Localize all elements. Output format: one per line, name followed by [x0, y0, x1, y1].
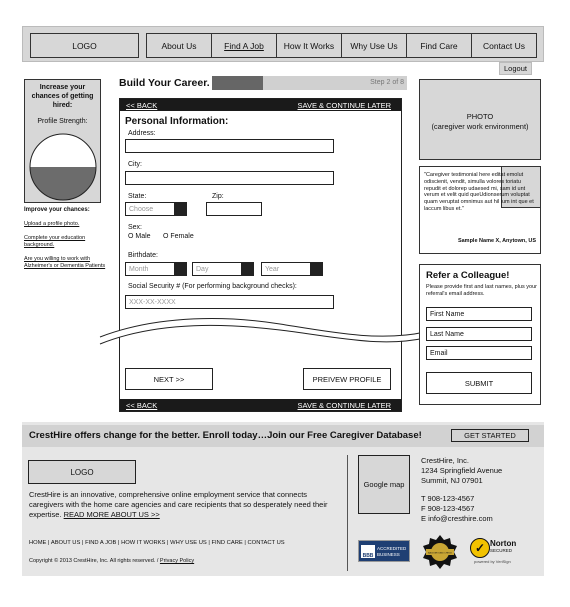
- company-name: CrestHire, Inc.: [421, 456, 469, 465]
- progress-fill: [212, 76, 263, 90]
- photo-placeholder: [419, 79, 541, 160]
- form-bottom-bar: [120, 399, 401, 411]
- testimonial-box: [419, 166, 541, 254]
- chevron-down-icon: [174, 203, 186, 215]
- footer-links: HOME | ABOUT US | FIND A JOB | HOW IT WORKS | WHY USE US | FIND CARE | CONTACT US: [29, 540, 285, 546]
- logo[interactable]: LOGO: [30, 33, 139, 58]
- page-title: Build Your Career.: [119, 77, 210, 89]
- background-check-seal-icon: [423, 535, 457, 569]
- company-fax: F 908-123-4567: [421, 504, 475, 513]
- company-address-1: 1234 Springfield Avenue: [421, 466, 503, 475]
- copyright: Copyright © 2013 CrestHire, Inc. All rights reserved. / Privacy Policy: [29, 558, 195, 564]
- norton-badge: [470, 536, 524, 568]
- nav-how-it-works[interactable]: How It Works: [276, 33, 342, 58]
- state-select[interactable]: Choose: [125, 202, 187, 216]
- profile-strength-label: Profile Strength:: [37, 118, 88, 125]
- nav-find-a-job[interactable]: Find A Job: [211, 33, 277, 58]
- refer-text: Please provide first and last names, plus your referral's email address.: [426, 284, 537, 297]
- read-more-link[interactable]: READ MORE ABOUT US >>: [63, 510, 160, 519]
- footer-link-about[interactable]: ABOUT US: [50, 540, 81, 546]
- improve-link-photo[interactable]: Upload a profile photo.: [24, 221, 80, 227]
- birth-day-select[interactable]: Day: [192, 262, 254, 276]
- company-email: E info@cresthire.com: [421, 514, 493, 523]
- refer-title: Refer a Colleague!: [426, 270, 510, 281]
- google-map[interactable]: Google map: [358, 455, 410, 514]
- address-input[interactable]: [125, 139, 334, 153]
- banner-text: CrestHire offers change for the better. Enroll today…Join our Free Caregiver Database!: [29, 430, 422, 441]
- footer-description: CrestHire is an innovative, comprehensive online employment service that connects caregivers with the home care agencies and care recipients that so desperately need their expertise. READ MORE ABOUT US >>: [29, 490, 328, 519]
- company-address-2: Summit, NJ 07901: [421, 476, 483, 485]
- footer: [22, 447, 544, 576]
- step-label: Step 2 of 8: [370, 79, 404, 86]
- footer-link-home[interactable]: HOME: [29, 540, 47, 546]
- section-title: Personal Information:: [125, 116, 229, 127]
- refer-last-name-input[interactable]: Last Name: [426, 327, 532, 341]
- next-button[interactable]: NEXT >>: [125, 368, 213, 390]
- bbb-badge: [358, 540, 410, 562]
- refer-first-name-input[interactable]: First Name: [426, 307, 532, 321]
- company-phone: T 908-123-4567: [421, 494, 475, 503]
- testimonial-name: Sample Name X, Anytown, US: [457, 238, 536, 244]
- save-link-top[interactable]: SAVE & CONTINUE LATER: [297, 101, 391, 110]
- verisign-text: powered by VeriSign: [474, 559, 511, 564]
- footer-link-contact[interactable]: CONTACT US: [247, 540, 285, 546]
- footer-link-find-care[interactable]: FIND CARE: [211, 540, 243, 546]
- refer-submit-button[interactable]: SUBMIT: [426, 372, 532, 394]
- sidebar-title: Increase your chances of getting hired:: [31, 84, 94, 109]
- form-panel: [119, 98, 402, 412]
- improve-link-alzheimers[interactable]: Are you willing to work with Alzheimer's or Dementia Patients: [24, 256, 106, 269]
- sex-label: Sex:: [128, 224, 143, 231]
- bbb-torch-icon: BBB: [361, 545, 375, 558]
- back-link-bottom[interactable]: << BACK: [126, 401, 158, 410]
- footer-link-how-it-works[interactable]: HOW IT WORKS: [121, 540, 166, 546]
- nav-about-us[interactable]: About Us: [146, 33, 212, 58]
- testimonial-text: "Caregiver testimonial here editat emolut odiscienit, vendit, simulla volores toriatu repudit et dolorep udaesed mi, sam id unt verum et velit quid queUdionserum voluptat quam veruptat omnimus aut hil ium int que et laccum libus et.": [424, 172, 534, 212]
- sex-female-radio[interactable]: O Female: [163, 233, 194, 240]
- svg-text:BACKGROUND CHECK: BACKGROUND CHECK: [428, 552, 452, 555]
- city-input[interactable]: [125, 171, 334, 185]
- state-label: State:: [128, 193, 147, 200]
- birth-year-select[interactable]: Year: [261, 262, 323, 276]
- nav-contact-us[interactable]: Contact Us: [471, 33, 537, 58]
- back-link-top[interactable]: << BACK: [126, 101, 158, 110]
- truncation-wave: [100, 314, 430, 354]
- top-nav: [22, 26, 544, 62]
- profile-strength-panel: [24, 79, 101, 203]
- preview-profile-button[interactable]: PREIVEW PROFILE: [303, 368, 391, 390]
- photo-title: PHOTO: [466, 112, 494, 121]
- ssn-label: Social Security # (For performing background checks):: [128, 283, 297, 290]
- sex-male-radio[interactable]: O Male: [128, 233, 151, 240]
- photo-subtitle: (caregiver work environment): [431, 122, 529, 131]
- zip-input[interactable]: [206, 202, 262, 216]
- get-started-button[interactable]: GET STARTED: [451, 429, 529, 442]
- company-info: [421, 456, 502, 524]
- footer-link-find-job[interactable]: FIND A JOB: [85, 540, 117, 546]
- privacy-policy-link[interactable]: Privacy Policy: [159, 558, 195, 564]
- chevron-down-icon: [174, 263, 186, 275]
- birthdate-label: Birthdate:: [128, 252, 158, 259]
- zip-label: Zip:: [212, 193, 224, 200]
- nav-find-care[interactable]: Find Care: [406, 33, 472, 58]
- norton-text: Norton: [490, 539, 517, 548]
- norton-check-icon: ✓: [470, 538, 490, 558]
- chevron-down-icon: [310, 263, 322, 275]
- improve-link-education[interactable]: Complete your education background.: [24, 235, 86, 248]
- save-link-bottom[interactable]: SAVE & CONTINUE LATER: [297, 401, 391, 410]
- city-label: City:: [128, 161, 142, 168]
- profile-strength-gauge: [28, 132, 98, 202]
- progress-bar: [212, 76, 407, 90]
- improve-title: Improve your chances:: [24, 207, 90, 213]
- birth-month-select[interactable]: Month: [125, 262, 187, 276]
- chevron-down-icon: [241, 263, 253, 275]
- footer-logo[interactable]: LOGO: [28, 460, 136, 484]
- refer-panel: [419, 264, 541, 405]
- logout-button[interactable]: Logout: [499, 62, 532, 75]
- norton-secured-text: SECURED: [490, 548, 513, 553]
- form-top-bar: [120, 99, 401, 111]
- enroll-banner: [22, 425, 544, 447]
- footer-divider: [347, 455, 348, 571]
- bbb-text: ACCREDITED BUSINESS: [377, 546, 407, 557]
- refer-email-input[interactable]: Email: [426, 346, 532, 360]
- ssn-input[interactable]: XXX-XX-XXXX: [125, 295, 334, 309]
- nav-why-use-us[interactable]: Why Use Us: [341, 33, 407, 58]
- footer-link-why-use-us[interactable]: WHY USE US: [170, 540, 207, 546]
- address-label: Address:: [128, 130, 156, 137]
